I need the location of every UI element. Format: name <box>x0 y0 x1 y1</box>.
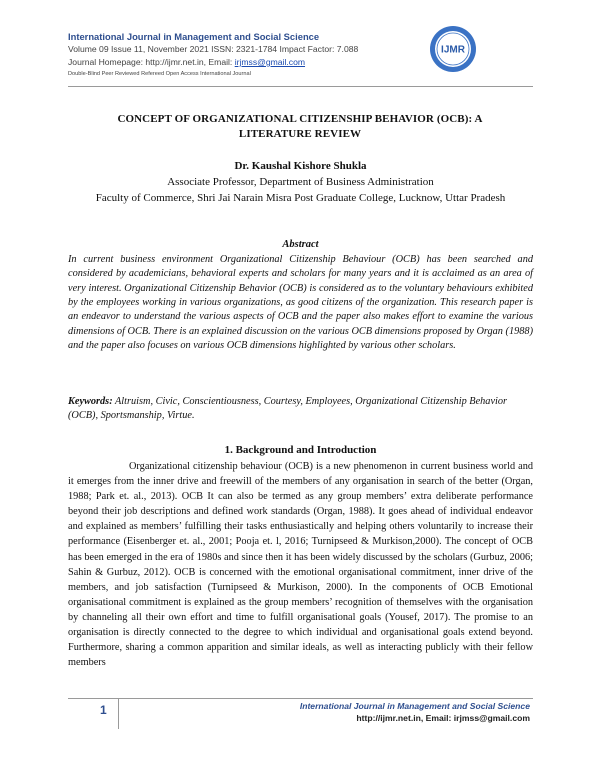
keywords-label: Keywords: <box>68 396 113 407</box>
journal-header <box>68 30 468 84</box>
keywords <box>68 395 533 424</box>
author-name: Dr. Kaushal Kishore Shukla <box>234 160 367 172</box>
volume-line: Volume 09 Issue 11, November 2021 ISSN: 2321-1784 Impact Factor: 7.088 <box>68 44 359 54</box>
author-affiliation: Faculty of Commerce, Shri Jai Narain Misra Post Graduate College, Lucknow, Uttar Pradesh <box>95 192 506 204</box>
footer-journal-title: International Journal in Management and Social Science <box>299 701 530 711</box>
homepage-line <box>68 56 468 69</box>
footer-journal-info <box>220 700 530 724</box>
abstract-text: In current business environment Organizational Citizenship Behaviour (OCB) has been searched and considered by academicians, behavioral experts and scholars for many years and it is acclaimed as an area of very interest. Organizational Citizenship Behavior (OCB) is considered as to the voluntary behaviours exhibited by the employees working in various organizations, as good citizens of the organization. This research paper is an endeavor to understand the various aspects of OCB and the paper also makes effort to examine the various dimensions of OCB. There is an explained discussion on the various OCB dimensions proposed by Organ (1988) and the paper also focuses on various OCB dimensions highlighted by various other scholars. <box>68 254 533 352</box>
abstract-heading: Abstract <box>282 239 319 250</box>
paper-title: CONCEPT OF ORGANIZATIONAL CITIZENSHIP BEHAVIOR (OCB): A LITERATURE REVIEW <box>117 113 483 140</box>
author-block <box>68 158 533 206</box>
footer-separator <box>118 699 119 729</box>
page-number: 1 <box>100 703 107 717</box>
header-divider <box>68 86 533 87</box>
footer-divider <box>68 698 533 699</box>
logo-text: IJMR <box>441 44 465 56</box>
review-line: Double-Blind Peer Reviewed Refereed Open Access International Journal <box>68 71 251 77</box>
footer-contact: http://ijmr.net.in, Email: irjmss@gmail.com <box>356 713 530 723</box>
homepage-prefix: Journal Homepage: http://ijmr.net.in, Email: <box>68 57 235 67</box>
section-body-text: Organizational citizenship behaviour (OCB) is a new phenomenon in current business world and it emerges from the inner drive and freewill of the members of any organisation in search of the better (Organ, 1988; Park et. al., 2013). OCB It can also be termed as any group members’ extra deliberate performance beyond their job descriptions and defined work standards (Organ, 1988). It goes ahead of individual endeavor and explained as members’ fulfilling their tasks enthusiastically and helping others voluntarily to increase their performance (Eisenberger et. al., 2001; Pooja et. l, 2016; Turnipseed & Murkison,2000). The concept of OCB has been emerged in the era of 1980s and since then it has been widely discussed by the scholars (Gurbuz, 2006; Sahin & Gurbuz, 2012). OCB is concerned with the emotional organisational commitment, inner drive of the members, and job satisfaction (Turnipseed & Murkison, 2000). In the components of OCB Emotional organisational commitment is explained as the group members’ recognition of themselves with the organisation by channeling all their own effort and time to fulfill organisational goals (Yousef, 2017). The promise to an organisation is directly connected to the degree to which individual and organisational goals extend beyond. Furthermore, sharing a common apparition and similar ideals, as well as interacting publicly with their fellow members <box>68 461 533 669</box>
journal-logo <box>428 24 478 74</box>
journal-title: International Journal in Management and Social Science <box>68 31 320 42</box>
section-heading: 1. Background and Introduction <box>224 444 377 456</box>
email-link[interactable]: irjmss@gmail.com <box>234 57 306 67</box>
keywords-text: Altruism, Civic, Conscientiousness, Courtesy, Employees, Organizational Citizenship Behavior (OCB), Sportsmanship, Virtue. <box>68 396 508 422</box>
author-position: Associate Professor, Department of Business Administration <box>167 176 434 188</box>
